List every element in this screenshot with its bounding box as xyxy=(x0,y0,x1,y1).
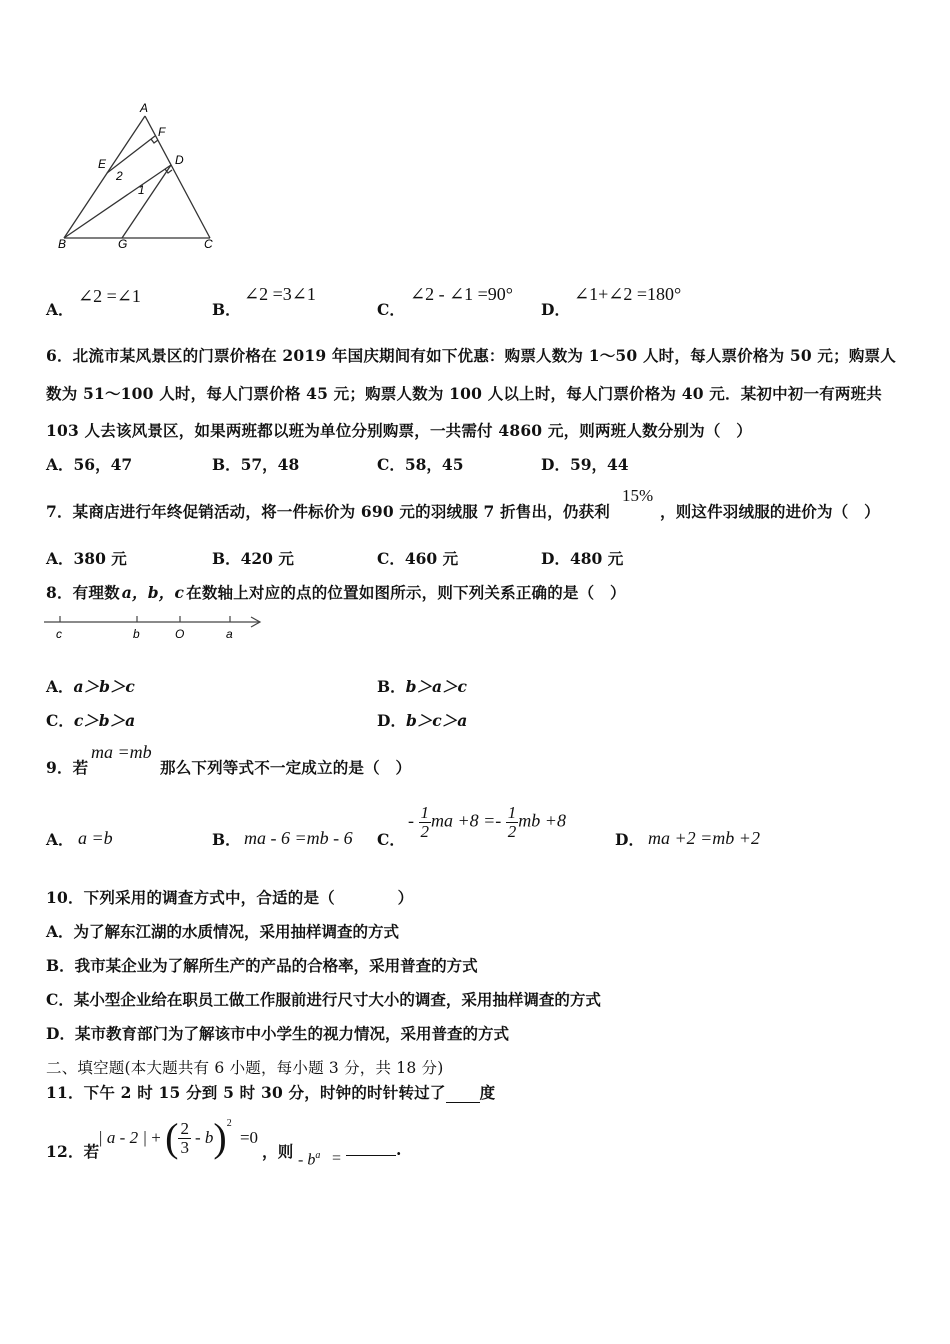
label-e: E xyxy=(98,157,107,171)
q11-answer-blank xyxy=(446,1083,480,1103)
q12-minus-b: - b xyxy=(194,1128,214,1147)
q11-stem-before: 11．下午 2 时 15 分到 5 时 30 分，时钟的时针转过了 xyxy=(46,1083,446,1102)
q10-option-d: D．某市教育部门为了解该市中小学生的视力情况，采用普查的方式 xyxy=(46,1024,509,1043)
q5-option-d-letter: D． xyxy=(541,300,570,319)
q12-equation xyxy=(98,1115,259,1160)
segment-gd xyxy=(122,165,171,238)
q12-exponent: 2 xyxy=(226,1118,232,1129)
segment-ef xyxy=(107,136,155,173)
label-g: G xyxy=(118,237,128,250)
q10-stem: 10．下列采用的调查方式中，合适的是（ ） xyxy=(46,888,414,907)
q12-frac xyxy=(178,1120,191,1157)
q8-stem-num: 8．有理数 xyxy=(46,583,120,602)
label-a: A xyxy=(140,101,149,115)
q12-right-paren: ) xyxy=(213,1115,227,1160)
q11-stem-after: 度 xyxy=(479,1083,496,1102)
q10-option-c: C．某小型企业给在职员工做工作服前进行尺寸大小的调查，采用抽样调查的方式 xyxy=(46,990,601,1009)
q12-abs: | a - 2 | xyxy=(98,1128,148,1147)
q12-answer-blank xyxy=(346,1155,396,1156)
q7-option-d: D．480 元 xyxy=(541,549,624,568)
q9-c-frac-2-den: 2 xyxy=(507,822,517,841)
q9-c-pre: - xyxy=(408,810,419,831)
q8-stem-vars: a，b，c xyxy=(121,583,185,602)
q8-option-d-letter: D． xyxy=(377,711,406,730)
q12-left-paren: ( xyxy=(165,1115,179,1160)
label-c: C xyxy=(204,237,213,250)
q5-option-c-letter: C． xyxy=(377,300,405,319)
q8-option-a xyxy=(46,675,135,697)
q6-stem-line3: 103 人去该风景区，如果两班都以班为单位分别购票，一共需付 4860 元，则两班人数分别为（ ） xyxy=(46,421,752,440)
number-line xyxy=(42,612,267,646)
q5-option-a-expr: ∠2 =∠1 xyxy=(78,286,141,306)
q8-option-b-expr: b＞a＞c xyxy=(405,677,467,696)
axis-label-b: b xyxy=(133,627,140,641)
q6-option-c: C．58，45 xyxy=(377,455,464,474)
q9-stem-num: 9．若 xyxy=(46,758,89,777)
section-2-heading: 二、填空题(本大题共有 6 小题，每小题 3 分，共 18 分) xyxy=(46,1059,444,1077)
axis-label-a: a xyxy=(226,627,233,641)
q8-option-c-expr: c＞b＞a xyxy=(73,711,136,730)
q12-target-exp: a xyxy=(315,1150,321,1161)
axis-label-c: c xyxy=(56,627,62,641)
q9-c-mid: ma +8 =- xyxy=(431,810,506,831)
q8-option-c xyxy=(46,709,135,731)
q12-then: ，则 xyxy=(262,1142,294,1161)
q12-stem-num: 12．若 xyxy=(46,1142,100,1161)
q7-stem-before: 7．某商店进行年终促销活动，将一件标价为 690 元的羽绒服 7 折售出，仍获利 xyxy=(46,502,611,521)
q12-target xyxy=(298,1150,320,1169)
q10-option-b: B．我市某企业为了解所生产的产品的合格率，采用普查的方式 xyxy=(46,956,478,975)
q8-stem xyxy=(46,581,626,603)
q5-option-b-expr: ∠2 =3∠1 xyxy=(244,284,316,304)
q11-stem xyxy=(46,1081,495,1103)
q12-target-base: - b xyxy=(298,1151,316,1169)
q8-option-d-expr: b＞c＞a xyxy=(405,711,468,730)
q12-frac-num: 2 xyxy=(180,1118,189,1138)
q8-option-a-letter: A． xyxy=(46,677,74,696)
q12-eq2: = xyxy=(332,1150,342,1167)
triangle-figure xyxy=(50,98,230,250)
q6-option-d: D．59，44 xyxy=(541,455,629,474)
q12-eq-zero: =0 xyxy=(239,1128,259,1147)
q9-c-frac-1-den: 2 xyxy=(420,822,429,841)
q8-option-a-expr: a＞b＞c xyxy=(73,677,135,696)
q9-option-c-expr xyxy=(408,804,566,841)
q7-stem-after: ，则这件羽绒服的进价为（ ） xyxy=(660,502,880,521)
q9-stem-rest: 那么下列等式不一定成立的是（ ） xyxy=(160,758,412,777)
q5-option-a-letter: A． xyxy=(46,300,74,319)
q9-option-b-letter: B． xyxy=(212,830,241,849)
q5-option-b-letter: B． xyxy=(212,300,241,319)
q9-c-frac-2-num: 1 xyxy=(507,803,517,822)
side-ab xyxy=(64,116,145,238)
q8-option-c-letter: C． xyxy=(46,711,74,730)
q7-option-b: B．420 元 xyxy=(212,549,294,568)
q8-stem-rest: 在数轴上对应的点的位置如图所示，则下列关系正确的是（ ） xyxy=(186,583,626,602)
q9-option-d-letter: D． xyxy=(615,830,644,849)
q9-option-d-expr: ma +2 =mb +2 xyxy=(648,828,760,848)
q12-end: . xyxy=(396,1140,402,1159)
label-angle-1: 1 xyxy=(138,183,145,197)
q8-option-d xyxy=(377,709,467,731)
q9-option-b-expr: ma - 6 =mb - 6 xyxy=(244,828,353,848)
q9-c-frac-2 xyxy=(506,804,519,841)
axis-label-o: O xyxy=(175,627,185,641)
side-ac xyxy=(145,116,210,238)
q9-condition: ma =mb xyxy=(91,742,152,762)
q12-frac-den: 3 xyxy=(180,1137,189,1157)
label-f: F xyxy=(158,125,166,139)
label-angle-2: 2 xyxy=(116,169,123,183)
q6-stem-line1: 6．北流市某风景区的门票价格在 2019 年国庆期间有如下优惠：购票人数为 1～50 人时，每人票价格为 50 元；购票人 xyxy=(46,346,896,365)
q10-option-a: A．为了解东江湖的水质情况，采用抽样调查的方式 xyxy=(46,922,400,941)
q9-c-frac-1 xyxy=(419,804,432,841)
q6-stem-line2: 数为 51～100 人时，每人门票价格 45 元；购票人数为 100 人以上时，每人门票价格为 40 元．某初中初一有两班共 xyxy=(46,384,882,403)
q9-option-a-expr: a =b xyxy=(78,828,113,848)
q7-percent: 15% xyxy=(622,486,654,505)
q9-option-a-letter: A． xyxy=(46,830,74,849)
label-d: D xyxy=(175,153,184,167)
label-b: B xyxy=(58,237,67,250)
q7-option-a: A．380 元 xyxy=(46,549,127,568)
q12-plus: + xyxy=(151,1128,161,1147)
q8-option-b xyxy=(377,675,467,697)
q5-option-d-expr: ∠1+∠2 =180° xyxy=(574,284,682,304)
q5-option-c-expr: ∠2 - ∠1 =90° xyxy=(410,284,514,304)
q9-option-c-letter: C． xyxy=(377,830,405,849)
q8-option-b-letter: B． xyxy=(377,677,406,696)
q7-option-c: C．460 元 xyxy=(377,549,459,568)
q6-option-a: A．56，47 xyxy=(46,455,133,474)
q9-c-post: mb +8 xyxy=(518,810,566,831)
q6-option-b: B．57，48 xyxy=(212,455,300,474)
q9-c-frac-1-num: 1 xyxy=(420,803,429,822)
